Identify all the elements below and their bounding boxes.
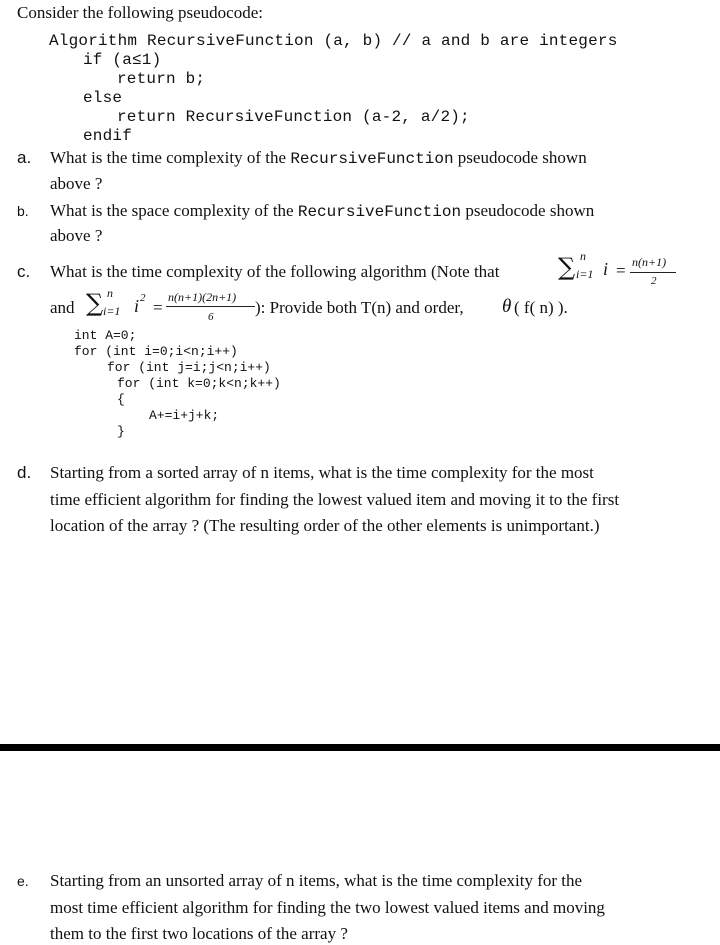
sum-upper-limit: n bbox=[580, 249, 586, 263]
fraction-bar bbox=[630, 272, 676, 273]
question-text: most time efficient algorithm for finding the two lowest valued items and moving bbox=[50, 898, 605, 917]
fraction-denominator: 2 bbox=[651, 275, 657, 287]
pseudocode-line: else bbox=[83, 89, 123, 107]
sum-lower-limit: i=1 bbox=[103, 304, 121, 318]
pseudocode-line: Algorithm RecursiveFunction (a, b) // a and b are integers bbox=[49, 32, 618, 50]
question-text: What is the time complexity of the following algorithm (Note that bbox=[50, 262, 500, 281]
page-divider bbox=[0, 744, 720, 751]
question-text: time efficient algorithm for finding the lowest valued item and moving it to the first bbox=[50, 490, 620, 509]
fraction-bar bbox=[166, 306, 255, 307]
question-text bbox=[514, 298, 568, 318]
code-line: for (int j=i;j<n;i++) bbox=[107, 360, 271, 375]
code-line: { bbox=[117, 392, 125, 407]
sum-lower-limit: i=1 bbox=[576, 267, 594, 281]
question-text: them to the first two locations of the array ? bbox=[50, 924, 348, 943]
equals-sign: = bbox=[616, 261, 626, 280]
inline-code: RecursiveFunction bbox=[290, 150, 454, 168]
question-label: d. bbox=[17, 463, 32, 482]
code-line: A+=i+j+k; bbox=[149, 408, 220, 423]
question-text: location of the array ? (The resulting order of the other elements is unimportant.) bbox=[50, 516, 600, 535]
question-text-part: pseudocode shown bbox=[457, 148, 587, 167]
code-line: int A=0; bbox=[74, 328, 137, 343]
question-label: e. bbox=[17, 873, 29, 889]
theta-symbol: θ bbox=[502, 296, 512, 317]
question-text: Starting from an unsorted array of n items, what is the time complexity for the bbox=[50, 871, 583, 890]
equals-sign: = bbox=[153, 298, 163, 317]
question-text-part: What is the space complexity of the bbox=[50, 201, 294, 220]
question-text: Starting from a sorted array of n items, what is the time complexity for the most bbox=[50, 463, 594, 482]
and-text: and bbox=[50, 298, 75, 317]
question-text-part: pseudocode shown bbox=[465, 201, 595, 220]
question-label: b. bbox=[17, 203, 29, 219]
question-text: above ? bbox=[50, 174, 103, 193]
inline-code: RecursiveFunction bbox=[297, 203, 462, 221]
question-text bbox=[50, 148, 587, 168]
fraction-numerator: n(n+1)(2n+1) bbox=[168, 290, 237, 304]
code-line: for (int i=0;i<n;i++) bbox=[74, 344, 238, 359]
sum-term: i bbox=[603, 259, 609, 279]
sum-term: i bbox=[134, 296, 140, 316]
question-label: c. bbox=[17, 262, 31, 281]
exponent: 2 bbox=[140, 292, 146, 304]
intro-text: Consider the following pseudocode: bbox=[17, 3, 263, 22]
sum-upper-limit: n bbox=[107, 286, 113, 300]
pseudocode-line: if (a≤1) bbox=[83, 51, 162, 69]
question-label: a. bbox=[17, 148, 32, 167]
question-text: above ? bbox=[50, 226, 103, 245]
pseudocode-line: return b; bbox=[117, 70, 206, 88]
question-text-part: ( f( n) ). bbox=[514, 298, 568, 317]
pseudocode-line: return RecursiveFunction (a-2, a/2); bbox=[117, 108, 470, 126]
fraction-numerator: n(n+1) bbox=[632, 255, 667, 269]
code-line: } bbox=[117, 424, 125, 439]
pseudocode-line: endif bbox=[83, 127, 133, 145]
code-line: for (int k=0;k<n;k++) bbox=[117, 376, 281, 391]
fraction-denominator: 6 bbox=[208, 311, 214, 323]
question-text: ): Provide both T(n) and order, bbox=[255, 298, 464, 317]
sigma-symbol: ∑ bbox=[558, 253, 576, 281]
question-text-part: What is the time complexity of the bbox=[50, 148, 287, 167]
sigma-symbol: ∑ bbox=[86, 289, 104, 317]
question-text bbox=[50, 201, 594, 221]
